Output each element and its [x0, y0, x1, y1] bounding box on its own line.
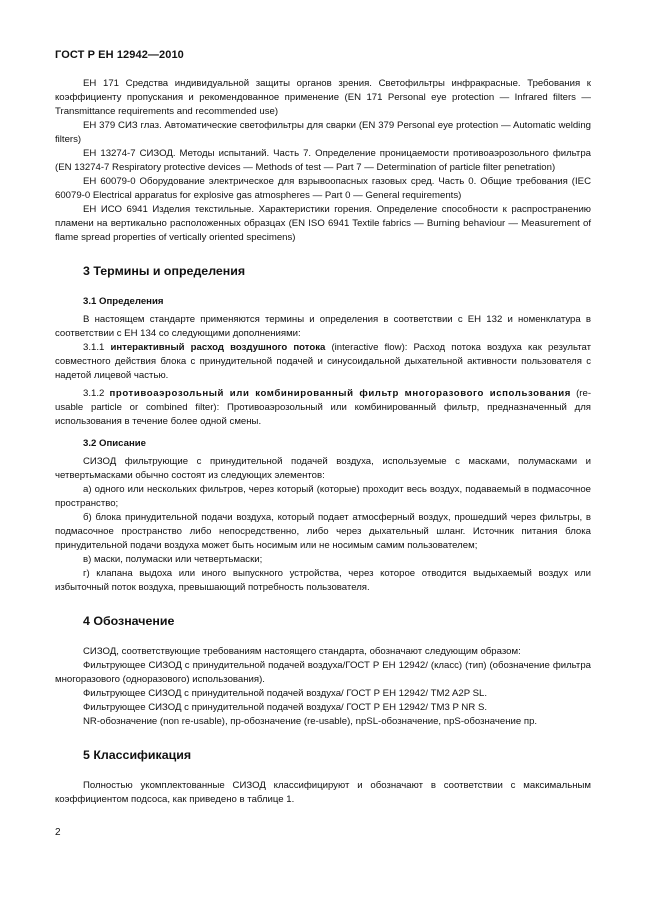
- designation-line-4: Фильтрующее СИЗОД с принудительной подачей воздуха/ ГОСТ Р ЕН 12942/ TM3 P NR S.: [83, 702, 488, 713]
- definitions-intro: В настоящем стандарте применяются термины и определения в соответствии с ЕН 132 и номенклатура в соответствии с ЕН 134 со следующими дополнениями:: [55, 314, 591, 339]
- classification-text: Полностью укомплектованные СИЗОД классифицируют и обозначают в соответствии с максимальным коэффициентом подсоса, как приведено в таблице 1.: [55, 780, 591, 805]
- reference-en13274-7: ЕН 13274-7 СИЗОД. Методы испытаний. Часть 7. Определение проницаемости противоаэрозольного фильтра (EN 13274-7 Respiratory protective devices — Methods of test — Part 7 — Determination of particle filter penetration): [55, 148, 591, 173]
- document-header: ГОСТ Р ЕН 12942—2010: [55, 49, 184, 61]
- designation-line-1: СИЗОД, соответствующие требованиям настоящего стандарта, обозначают следующим образом:: [83, 646, 521, 657]
- section-5-heading: 5 Классификация: [83, 748, 192, 762]
- description-item-a: а) одного или нескольких фильтров, через который (которые) проходит весь воздух, подаваемый в подмасочное пространство;: [55, 484, 591, 509]
- section-3-heading: 3 Термины и определения: [83, 264, 246, 278]
- definition-term: противоаэрозольный или комбинированный фильтр многоразового использования: [109, 388, 571, 399]
- designation-line-3: Фильтрующее СИЗОД с принудительной подачей воздуха/ ГОСТ Р ЕН 12942/ TM2 A2P SL.: [83, 688, 488, 699]
- description-item-b: б) блока принудительной подачи воздуха, который подает атмосферный воздух, прошедший через фильтры, в подмасочное пространство либо непосредственно, либо через дыхательный шланг. Источник питания блока принудительной подачи воздуха может быть носимым или не носимым самим пользователем;: [55, 512, 591, 551]
- document-body: [55, 77, 591, 807]
- designation-line-2: Фильтрующее СИЗОД с принудительной подачей воздуха/ГОСТ Р ЕН 12942/ (класс) (тип) (обозначение фильтра многоразового (одноразового) использования).: [55, 660, 591, 685]
- definition-text: (interactive flow): Расход потока воздуха как результат совместного действия блока с принудительной подачей и синусоидальной дыхательной активности пользователя с надетой лицевой частью.: [55, 342, 591, 381]
- section-4-heading: 4 Обозначение: [83, 614, 175, 628]
- description-item-c: в) маски, полумаски или четвертьмаски;: [83, 554, 263, 565]
- definition-term: интерактивный расход воздушного потока: [110, 342, 326, 353]
- definition-text: (re-usable particle or combined filter): Противоаэрозольный или комбинированный фильтр, предназначенный для использования в течение более одной смены.: [55, 388, 592, 427]
- page-number: 2: [55, 827, 61, 838]
- reference-en171: ЕН 171 Средства индивидуальной защиты органов зрения. Светофильтры инфракрасные. Требования к коэффициенту пропускания и рекомендованное применение (EN 171 Personal eye protection — Infrared filters — Transmittance requirements and recommended use): [55, 78, 591, 117]
- reference-en-iso6941: ЕН ИСО 6941 Изделия текстильные. Характеристики горения. Определение способности к распространению пламени на вертикально расположенных образцах (EN ISO 6941 Textile fabrics — Burning behaviour — Measurement of flame spread properties of vertically oriented specimens): [55, 204, 591, 243]
- subsection-3-1-heading: 3.1 Определения: [83, 296, 164, 307]
- subsection-3-2-heading: 3.2 Описание: [83, 438, 146, 449]
- reference-en60079-0: ЕН 60079-0 Оборудование электрическое для взрывоопасных газовых сред. Часть 0. Общие требования (IEC 60079-0 Electrical apparatus for explosive gas atmospheres — Part 0 — General requirements): [55, 176, 591, 201]
- definition-3-1-2: [55, 387, 591, 429]
- definition-3-1-1: [55, 341, 591, 383]
- reference-en379: ЕН 379 СИЗ глаз. Автоматические светофильтры для сварки (EN 379 Personal eye protection — Automatic welding filters): [55, 120, 591, 145]
- definition-number: 3.1.1: [83, 342, 105, 353]
- designation-line-5: NR-обозначение (non re-usable), пр-обозначение (re-usable), npSL-обозначение, npS-обозначение пр.: [83, 716, 538, 727]
- definition-number: 3.1.2: [83, 388, 105, 399]
- description-item-d: г) клапана выдоха или иного выпускного устройства, через которое отводится выдыхаемый воздух или избыточный поток воздуха, превышающий потребность пользователя.: [55, 568, 591, 593]
- description-intro: СИЗОД фильтрующие с принудительной подачей воздуха, используемые с масками, полумасками и четвертьмасками обычно состоят из следующих элементов:: [55, 456, 591, 481]
